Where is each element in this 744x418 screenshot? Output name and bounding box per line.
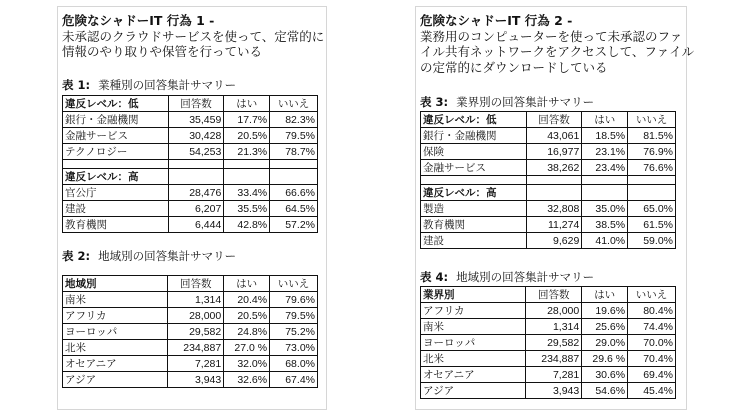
- table-2: [62, 275, 318, 388]
- table-cell: 28,476: [168, 185, 224, 201]
- table-cell: 35.0%: [582, 201, 628, 217]
- table-4: [420, 286, 676, 399]
- table-row: [421, 144, 676, 160]
- table-cell: 29.6 %: [582, 351, 628, 367]
- table-cell: 54,253: [168, 144, 224, 160]
- table-cell: 29.0%: [582, 335, 628, 351]
- table-4-caption-text: 地域別の回答集計サマリー: [456, 270, 595, 284]
- table-cell: 33.4%: [224, 185, 270, 201]
- table-cell: 38.5%: [582, 217, 628, 233]
- table-cell: 65.0%: [628, 201, 676, 217]
- table-cell: 79.6%: [270, 292, 318, 308]
- table-cell: 19.6%: [582, 303, 628, 319]
- table-section-row: [63, 169, 318, 185]
- table-cell: アフリカ: [421, 303, 526, 319]
- table-row: [63, 144, 318, 160]
- table-row: [421, 319, 676, 335]
- table-cell: 20.5%: [224, 308, 270, 324]
- behavior-1-title: [62, 13, 324, 60]
- table-cell: テクノロジー: [63, 144, 169, 160]
- table-cell: 35.5%: [224, 201, 270, 217]
- table-2-header-cell: はい: [224, 276, 270, 292]
- behavior-1-title-line1: 危険なシャドーIT 行為 1 -: [62, 13, 215, 28]
- table-cell: 3,943: [526, 383, 582, 399]
- table-4-caption: [420, 269, 594, 285]
- table-4-header-cell: はい: [582, 287, 628, 303]
- table-cell: 保険: [421, 144, 527, 160]
- table-row: [63, 185, 318, 201]
- table-cell: 69.4%: [628, 367, 676, 383]
- table-1: [62, 95, 318, 233]
- table-cell: 70.4%: [628, 351, 676, 367]
- table-cell: 61.5%: [628, 217, 676, 233]
- table-3: [420, 111, 676, 249]
- table-cell: 教育機関: [63, 217, 169, 233]
- table-4-header-cell: 業界別: [421, 287, 526, 303]
- table-cell: 20.5%: [224, 128, 270, 144]
- table-row: [421, 128, 676, 144]
- table-cell: 28,000: [526, 303, 582, 319]
- table-cell: 1,314: [526, 319, 582, 335]
- table-cell: 78.7%: [270, 144, 318, 160]
- table-cell: ヨーロッパ: [421, 335, 526, 351]
- table-cell: 建設: [63, 201, 169, 217]
- table-cell: 北米: [63, 340, 168, 356]
- table-row: [421, 201, 676, 217]
- table-1-caption-prefix: 表 1:: [62, 78, 91, 92]
- table-cell: 41.0%: [582, 233, 628, 249]
- table-row: [63, 217, 318, 233]
- table-cell: 23.4%: [582, 160, 628, 176]
- table-cell: 27.0 %: [224, 340, 270, 356]
- table-1-caption-text: 業種別の回答集計サマリー: [98, 78, 237, 92]
- table-3-header-cell: いいえ: [628, 112, 676, 128]
- table-cell: アフリカ: [63, 308, 168, 324]
- severity-high-label: 違反レベル：高: [421, 185, 527, 201]
- table-cell: 官公庁: [63, 185, 169, 201]
- table-spacer-row: [63, 160, 318, 169]
- table-cell: 29,582: [526, 335, 582, 351]
- table-cell: 建設: [421, 233, 527, 249]
- table-cell: オセアニア: [63, 356, 168, 372]
- table-1-caption: [62, 77, 236, 93]
- table-row: [63, 201, 318, 217]
- table-cell: 81.5%: [628, 128, 676, 144]
- table-cell: 42.8%: [224, 217, 270, 233]
- table-row: [421, 367, 676, 383]
- table-2-caption-prefix: 表 2:: [62, 249, 91, 263]
- table-cell: 11,274: [526, 217, 582, 233]
- table-row: [421, 160, 676, 176]
- left-document-panel: [57, 6, 327, 410]
- table-cell: 23.1%: [582, 144, 628, 160]
- table-row: [63, 356, 318, 372]
- table-cell: 68.0%: [270, 356, 318, 372]
- table-row: [63, 340, 318, 356]
- table-cell: 南米: [63, 292, 168, 308]
- table-cell: ヨーロッパ: [63, 324, 168, 340]
- table-cell: 75.2%: [270, 324, 318, 340]
- table-cell: 29,582: [168, 324, 224, 340]
- table-row: [421, 233, 676, 249]
- table-cell: 製造: [421, 201, 527, 217]
- table-row: [421, 303, 676, 319]
- table-2-caption: [62, 248, 236, 264]
- behavior-2-title: [420, 13, 694, 75]
- table-cell: 25.6%: [582, 319, 628, 335]
- table-1-header-cell: 違反レベル：低: [63, 96, 169, 112]
- table-cell: 18.5%: [582, 128, 628, 144]
- table-cell: 35,459: [168, 112, 224, 128]
- table-cell: 17.7%: [224, 112, 270, 128]
- table-row: [63, 372, 318, 388]
- table-cell: 79.5%: [270, 128, 318, 144]
- table-cell: アジア: [421, 383, 526, 399]
- table-cell: 銀行・金融機関: [63, 112, 169, 128]
- table-2-header-cell: いいえ: [270, 276, 318, 292]
- table-1-header-cell: いいえ: [270, 96, 318, 112]
- table-cell: 20.4%: [224, 292, 270, 308]
- table-cell: 76.9%: [628, 144, 676, 160]
- table-cell: 234,887: [168, 340, 224, 356]
- table-cell: 28,000: [168, 308, 224, 324]
- table-row: [421, 351, 676, 367]
- table-cell: 7,281: [526, 367, 582, 383]
- table-2-caption-text: 地域別の回答集計サマリー: [98, 249, 237, 263]
- table-cell: 1,314: [168, 292, 224, 308]
- table-row: [63, 112, 318, 128]
- behavior-2-title-line4: の定常的にダウンロードしている: [420, 59, 608, 75]
- table-cell: 21.3%: [224, 144, 270, 160]
- behavior-2-title-line2: 業務用のコンピューターを使って未承認のファ: [420, 28, 683, 44]
- table-row: [421, 335, 676, 351]
- table-cell: 38,262: [526, 160, 582, 176]
- table-row: [63, 324, 318, 340]
- behavior-2-title-line1: 危険なシャドーIT 行為 2 -: [420, 13, 573, 28]
- behavior-2-title-line3: イル共有ネットワークをアクセスして、ファイル: [420, 44, 695, 59]
- table-2-header-row: [63, 276, 318, 292]
- table-cell: 3,943: [168, 372, 224, 388]
- table-cell: 32,808: [526, 201, 582, 217]
- table-cell: 24.8%: [224, 324, 270, 340]
- table-row: [421, 383, 676, 399]
- table-cell: 67.4%: [270, 372, 318, 388]
- table-cell: 70.0%: [628, 335, 676, 351]
- table-cell: 銀行・金融機関: [421, 128, 527, 144]
- table-3-caption: [420, 94, 594, 110]
- table-cell: 45.4%: [628, 383, 676, 399]
- table-cell: 16,977: [526, 144, 582, 160]
- table-cell: オセアニア: [421, 367, 526, 383]
- table-cell: 南米: [421, 319, 526, 335]
- table-cell: 80.4%: [628, 303, 676, 319]
- table-3-header-row: [421, 112, 676, 128]
- table-row: [63, 128, 318, 144]
- table-cell: 6,207: [168, 201, 224, 217]
- behavior-1-title-line2: 未承認のクラウドサービスを使って、定常的に: [62, 28, 325, 44]
- table-row: [63, 308, 318, 324]
- table-3-caption-prefix: 表 3:: [420, 95, 449, 109]
- table-cell: 7,281: [168, 356, 224, 372]
- table-row: [421, 217, 676, 233]
- table-cell: 66.6%: [270, 185, 318, 201]
- table-cell: アジア: [63, 372, 168, 388]
- table-cell: 北米: [421, 351, 526, 367]
- severity-high-label: 違反レベル：高: [63, 169, 169, 185]
- table-cell: 32.0%: [224, 356, 270, 372]
- table-cell: 59.0%: [628, 233, 676, 249]
- table-cell: 76.6%: [628, 160, 676, 176]
- table-3-caption-text: 業界別の回答集計サマリー: [456, 95, 595, 109]
- table-cell: 教育機関: [421, 217, 527, 233]
- table-cell: 43,061: [526, 128, 582, 144]
- table-3-header-cell: はい: [582, 112, 628, 128]
- table-cell: 79.5%: [270, 308, 318, 324]
- table-cell: 74.4%: [628, 319, 676, 335]
- table-section-row: [421, 185, 676, 201]
- table-cell: 30.6%: [582, 367, 628, 383]
- table-cell: 57.2%: [270, 217, 318, 233]
- right-document-panel: [415, 6, 695, 410]
- table-spacer-row: [421, 176, 676, 185]
- table-cell: 82.3%: [270, 112, 318, 128]
- table-1-header-cell: 回答数: [168, 96, 224, 112]
- table-cell: 234,887: [526, 351, 582, 367]
- table-3-header-cell: 違反レベル：低: [421, 112, 527, 128]
- table-cell: 6,444: [168, 217, 224, 233]
- table-cell: 9,629: [526, 233, 582, 249]
- table-row: [63, 292, 318, 308]
- table-cell: 32.6%: [224, 372, 270, 388]
- behavior-1-title-line3: 情報のやり取りや保管を行っている: [62, 44, 263, 59]
- table-1-header-row: [63, 96, 318, 112]
- table-cell: 30,428: [168, 128, 224, 144]
- table-2-header-cell: 地域別: [63, 276, 168, 292]
- table-3-header-cell: 回答数: [526, 112, 582, 128]
- table-2-header-cell: 回答数: [168, 276, 224, 292]
- table-cell: 54.6%: [582, 383, 628, 399]
- table-4-caption-prefix: 表 4:: [420, 270, 449, 284]
- table-4-header-row: [421, 287, 676, 303]
- table-cell: 金融サービス: [421, 160, 527, 176]
- table-4-header-cell: 回答数: [526, 287, 582, 303]
- table-cell: 64.5%: [270, 201, 318, 217]
- table-cell: 金融サービス: [63, 128, 169, 144]
- table-4-header-cell: いいえ: [628, 287, 676, 303]
- table-1-header-cell: はい: [224, 96, 270, 112]
- table-cell: 73.0%: [270, 340, 318, 356]
